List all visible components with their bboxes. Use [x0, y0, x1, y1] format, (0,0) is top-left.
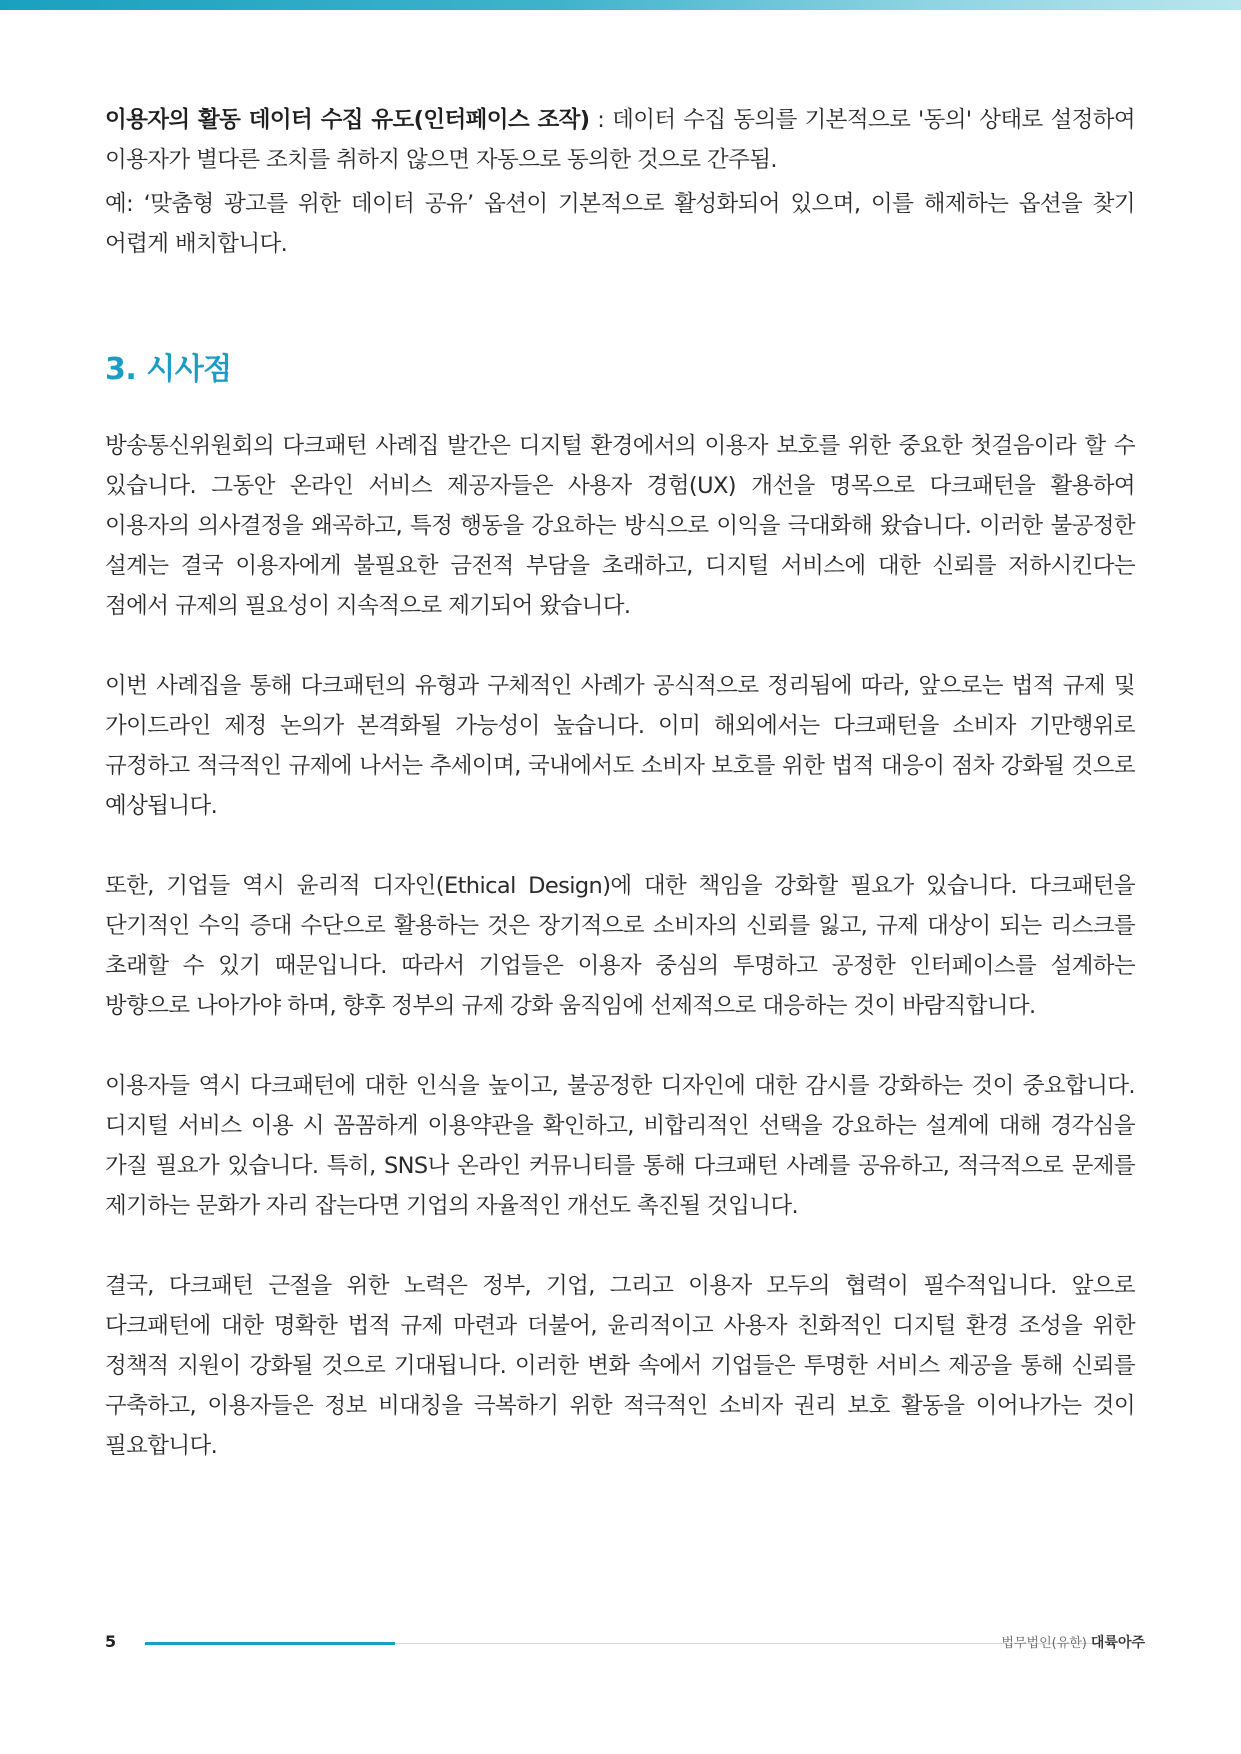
section-paragraph-2: 이번 사례집을 통해 다크패턴의 유형과 구체적인 사례가 공식적으로 정리됨에 따라, 앞으로는 법적 규제 및 가이드라인 제정 논의가 본격화될 가능성이 높습니다. 이미 해외에서는 다크패턴을 소비자 기만행위로 규정하고 적극적인 규제에 나서는 추세이며, 국내에서도 소비자 보호를 위한 법적 대응이 점차 강화될 것으로 예상됩니다. [105, 673, 1135, 819]
top-accent-bar [0, 0, 1241, 10]
page-content [105, 100, 1135, 1466]
intro-description: : 데이터 수집 동의를 기본적으로 '동의' 상태로 설정하여 이용자가 별다른 조치를 취하지 않으면 자동으로 동의한 것으로 간주됨. [105, 107, 1136, 173]
section-paragraph-5: 결국, 다크패턴 근절을 위한 노력은 정부, 기업, 그리고 이용자 모두의 협력이 필수적입니다. 앞으로 다크패턴에 대한 명확한 법적 규제 마련과 더불어, 윤리적이고 사용자 친화적인 디지털 환경 조성을 위한 정책적 지원이 강화될 것으로 기대됩니다. 이러한 변화 속에서 기업들은 투명한 서비스 제공을 통해 신뢰를 구축하고, 이용자들은 정보 비대칭을 극복하기 위한 적극적인 소비자 권리 보호 활동을 이어나가는 것이 필요합니다. [105, 1273, 1135, 1459]
section-paragraph-1: 방송통신위원회의 다크패턴 사례집 발간은 디지털 환경에서의 이용자 보호를 위한 중요한 첫걸음이라 할 수 있습니다. 그동안 온라인 서비스 제공자들은 사용자 경험(UX) 개선을 명목으로 다크패턴을 활용하여 이용자의 의사결정을 왜곡하고, 특정 행동을 강요하는 방식으로 이익을 극대화해 왔습니다. 이러한 불공정한 설계는 결국 이용자에게 불필요한 금전적 부담을 초래하고, 디지털 서비스에 대한 신뢰를 저하시킨다는 점에서 규제의 필요성이 지속적으로 제기되어 왔습니다. [105, 433, 1135, 619]
page-number: 5 [105, 1632, 117, 1651]
firm-name: 대륙아주 [1090, 1635, 1145, 1651]
firm-prefix: 법무법인(유한) [1001, 1636, 1087, 1651]
intro-strong-label: 이용자의 활동 데이터 수집 유도(인터페이스 조작) [105, 107, 590, 133]
page-footer [105, 1628, 1145, 1658]
footer-divider-line [395, 1643, 1095, 1644]
firm-label [1001, 1632, 1145, 1652]
intro-example: 예: ‘맞춤형 광고를 위한 데이터 공유’ 옵션이 기본적으로 활성화되어 있으며, 이를 해제하는 옵션을 찾기 어렵게 배치합니다. [105, 191, 1135, 257]
intro-paragraph [105, 100, 1135, 180]
footer-progress-line [145, 1642, 395, 1645]
section-paragraph-3: 또한, 기업들 역시 윤리적 디자인(Ethical Design)에 대한 책임을 강화할 필요가 있습니다. 다크패턴을 단기적인 수익 증대 수단으로 활용하는 것은 장기적으로 소비자의 신뢰를 잃고, 규제 대상이 되는 리스크를 초래할 수 있기 때문입니다. 따라서 기업들은 이용자 중심의 투명하고 공정한 인터페이스를 설계하는 방향으로 나아가야 하며, 향후 정부의 규제 강화 움직임에 선제적으로 대응하는 것이 바람직합니다. [105, 873, 1135, 1019]
section-paragraph-4: 이용자들 역시 다크패턴에 대한 인식을 높이고, 불공정한 디자인에 대한 감시를 강화하는 것이 중요합니다. 디지털 서비스 이용 시 꼼꼼하게 이용약관을 확인하고, 비합리적인 선택을 강요하는 설계에 대해 경각심을 가질 필요가 있습니다. 특히, SNS나 온라인 커뮤니티를 통해 다크패턴 사례를 공유하고, 적극적으로 문제를 제기하는 문화가 자리 잡는다면 기업의 자율적인 개선도 촉진될 것입니다. [105, 1073, 1135, 1219]
section-title: 3. 시사점 [105, 352, 232, 387]
